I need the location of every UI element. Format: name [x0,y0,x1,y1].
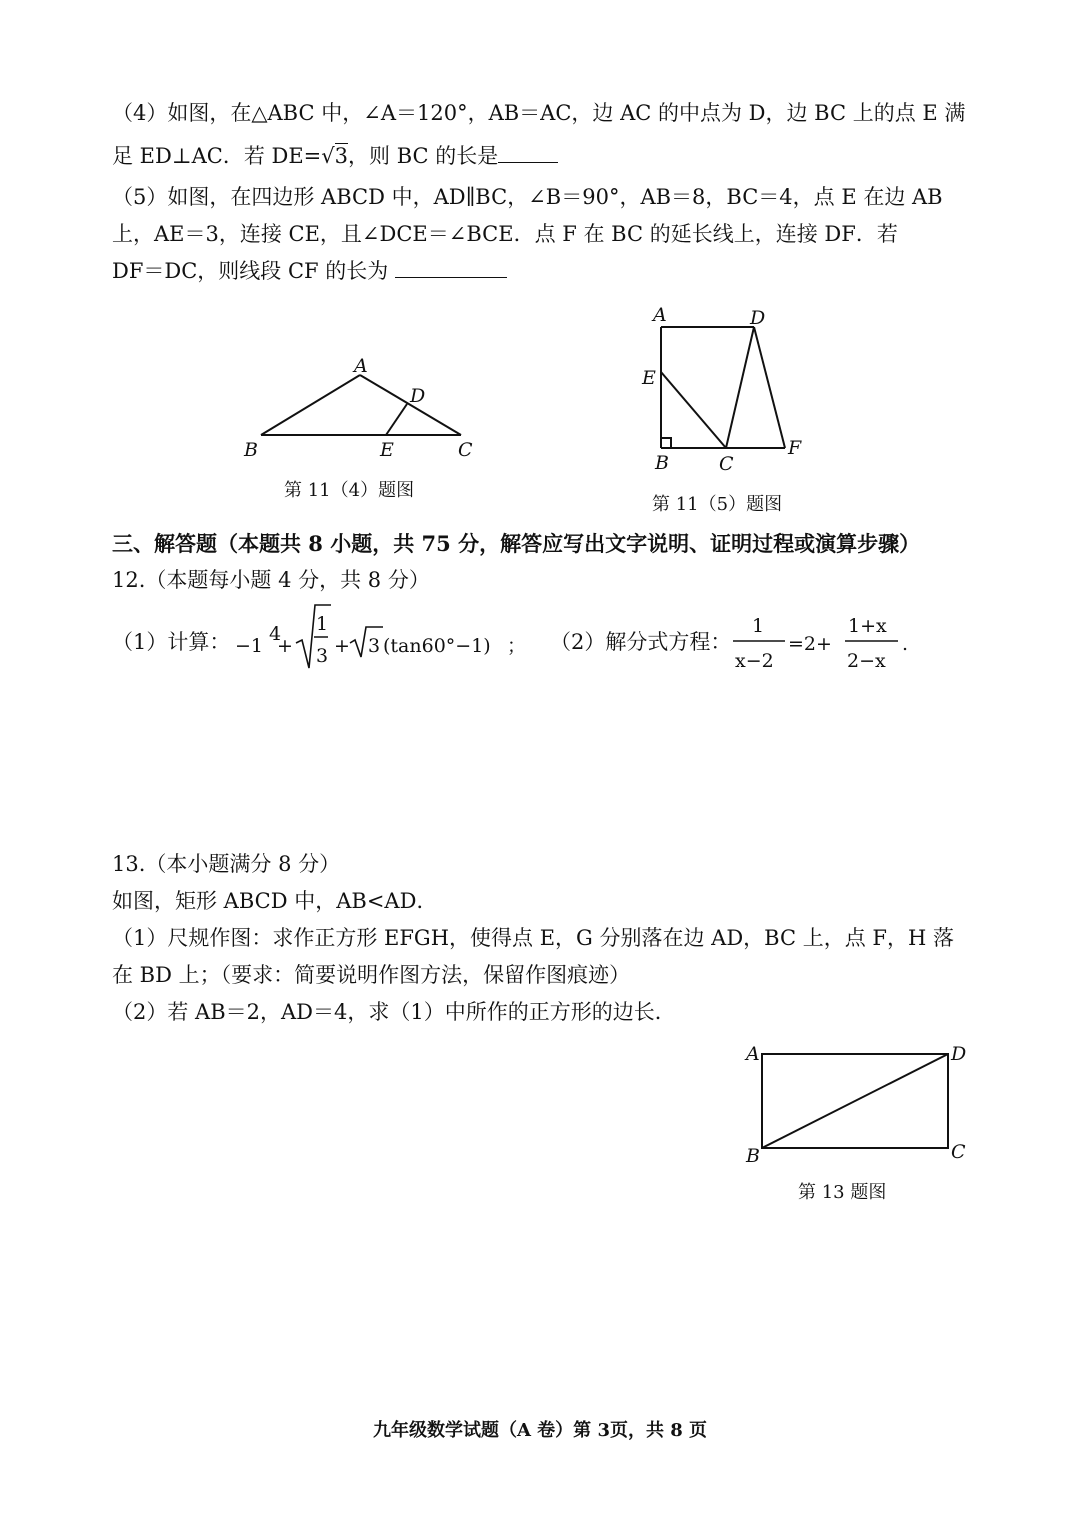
q11-4-sqrt-arg: 3 [334,144,349,168]
q12-rhs-num: 1+x [848,615,887,637]
label-b: B [746,1145,760,1167]
q13-line4: （2）若 AB＝2，AD＝4，求（1）中所作的正方形的边长． [112,1000,676,1024]
section-3-heading: 三、解答题（本题共 8 小题，共 75 分，解答应写出文字说明、证明过程或演算步骤） [112,531,921,556]
sqrt-symbol: √ [321,144,335,168]
caption-11-4: 第 11（4）题图 [284,480,415,501]
caption-13: 第 13 题图 [798,1182,887,1203]
q13-header: 13.（本小题满分 8 分） [112,852,341,876]
label-a: A [653,304,667,326]
page-footer: 九年级数学试题（A 卷）第 3页，共 8 页 [372,1420,708,1441]
label-c: C [951,1141,966,1163]
label-c: C [719,453,734,475]
label-c: C [458,439,473,461]
q11-4-line2-b: ，则 BC 的长是 [348,144,499,168]
q13-line2: （1）尺规作图：求作正方形 EFGH，使得点 E，G 分别落在边 AD，BC 上，点 F，H 落 [112,926,954,950]
label-d: D [951,1043,967,1065]
q12-p1-label: （1）计算： [112,630,231,654]
q12-rhs-den: 2−x [847,650,886,672]
q11-4-line1: （4）如图，在△ABC 中，∠A＝120°，AB＝AC，边 AC 的中点为 D，边 BC 上的点 E 满 [112,101,966,125]
q11-5-line2: 上，AE＝3，连接 CE，且∠DCE＝∠BCE．点 F 在 BC 的延长线上，连接 DF．若 [112,222,898,246]
q12-header: 12.（本题每小题 4 分，共 8 分） [112,568,430,592]
q12-lhs-num: 1 [752,615,765,637]
label-d: D [750,307,766,329]
q11-5-line3-text: DF＝DC，则线段 CF 的长为 [112,259,389,283]
q12-frac-num: 1 [316,613,329,635]
q12-minus-one: −1 [235,635,264,657]
q12-sqrt-arg: 3 [368,635,381,657]
label-b: B [655,452,669,474]
q12-lhs-den: x−2 [735,650,774,672]
q13-line1: 如图，矩形 ABCD 中，AB<AD． [112,889,438,913]
q12-p2-end: . [902,633,909,655]
label-d: D [410,385,426,407]
label-e: E [380,439,394,461]
label-a: A [354,355,368,377]
caption-11-5: 第 11（5）题图 [652,494,783,515]
q12-paren: (tan60°−1) [383,635,491,657]
q12-end: ； [507,635,527,657]
q12-plus-1: + [277,635,293,657]
q11-4-line2-a: 足 ED⊥AC．若 DE= [112,144,322,168]
label-e: E [642,367,656,389]
label-a: A [746,1043,760,1065]
q12-eq: =2+ [788,633,832,655]
q12-exponent: 4 [269,623,282,645]
q13-line3: 在 BD 上；（要求：简要说明作图方法，保留作图痕迹） [112,963,631,987]
q12-frac-den: 3 [316,645,329,667]
diagonal-bd [762,1054,948,1148]
label-b: B [244,439,258,461]
q12-plus-2: + [334,635,350,657]
label-f: F [788,437,802,459]
q11-5-line1: （5）如图，在四边形 ABCD 中，AD∥BC，∠B＝90°，AB＝8，BC＝4，点 E 在边 AB [112,185,943,209]
q12-p2-label: （2）解分式方程： [550,630,732,654]
